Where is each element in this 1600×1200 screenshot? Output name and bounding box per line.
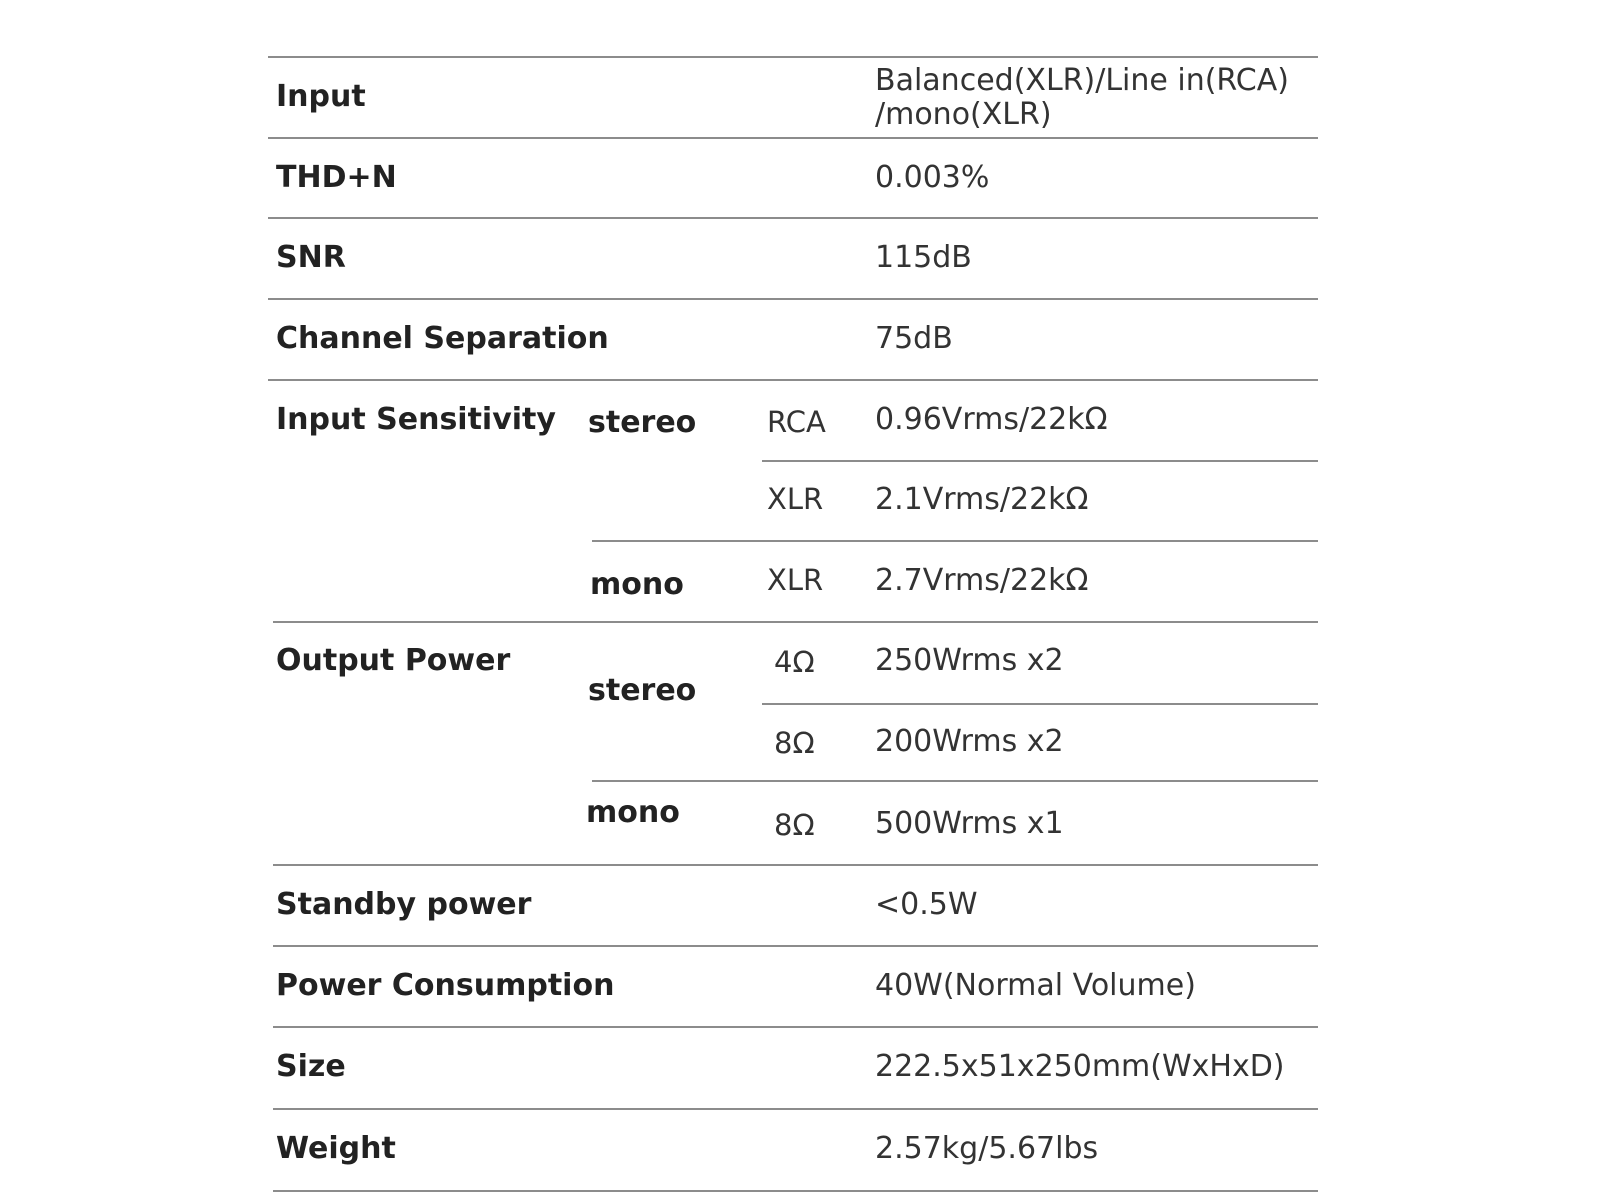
output-power-value: 200Wrms x2 xyxy=(875,724,1064,759)
output-power-value: 500Wrms x1 xyxy=(875,806,1064,841)
spec-label-output-power: Output Power xyxy=(276,643,511,678)
spec-label-size: Size xyxy=(276,1049,346,1084)
spec-value-size: 222.5x51x250mm(WxHxD) xyxy=(875,1049,1285,1084)
table-top-rule xyxy=(268,56,1318,58)
output-power-mono-label: mono xyxy=(586,795,680,830)
sub-row-divider xyxy=(592,780,1318,782)
spec-value-snr: 115dB xyxy=(875,240,972,275)
spec-label-power-consumption: Power Consumption xyxy=(276,968,615,1003)
row-divider xyxy=(273,1026,1318,1028)
spec-label-thd: THD+N xyxy=(276,160,397,195)
row-divider xyxy=(268,217,1318,219)
spec-label-snr: SNR xyxy=(276,240,346,275)
input-sensitivity-value: 0.96Vrms/22kΩ xyxy=(875,402,1108,437)
spec-label-weight: Weight xyxy=(276,1131,396,1166)
input-sensitivity-connector: XLR xyxy=(767,563,824,597)
row-divider xyxy=(273,945,1318,947)
input-sensitivity-connector: XLR xyxy=(767,482,824,516)
output-power-impedance: 8Ω xyxy=(774,726,815,760)
sub-row-divider xyxy=(592,540,1318,542)
output-power-impedance: 4Ω xyxy=(774,645,815,679)
spec-label-channel-separation: Channel Separation xyxy=(276,321,609,356)
spec-value-thd: 0.003% xyxy=(875,160,990,195)
input-sensitivity-value: 2.7Vrms/22kΩ xyxy=(875,563,1089,598)
row-divider xyxy=(273,621,1318,623)
row-divider xyxy=(268,298,1318,300)
row-divider xyxy=(273,864,1318,866)
input-sensitivity-connector: RCA xyxy=(767,405,826,439)
table-bottom-rule xyxy=(273,1190,1318,1192)
input-sensitivity-stereo-label: stereo xyxy=(588,405,697,440)
spec-label-standby-power: Standby power xyxy=(276,887,532,922)
sub-row-divider xyxy=(762,460,1318,462)
row-divider xyxy=(268,379,1318,381)
input-sensitivity-value: 2.1Vrms/22kΩ xyxy=(875,482,1089,517)
spec-value-power-consumption: 40W(Normal Volume) xyxy=(875,968,1196,1003)
output-power-impedance: 8Ω xyxy=(774,808,815,842)
input-sensitivity-mono-label: mono xyxy=(590,567,684,602)
spec-value-standby-power: <0.5W xyxy=(875,887,978,922)
row-divider xyxy=(268,137,1318,139)
sub-row-divider xyxy=(762,703,1318,705)
spec-label-input-sensitivity: Input Sensitivity xyxy=(276,402,556,437)
spec-value-input-line2: /mono(XLR) xyxy=(875,97,1052,132)
spec-value-input-line1: Balanced(XLR)/Line in(RCA) xyxy=(875,63,1289,98)
spec-label-input: Input xyxy=(276,79,366,114)
spec-value-channel-separation: 75dB xyxy=(875,321,953,356)
spec-value-weight: 2.57kg/5.67lbs xyxy=(875,1131,1099,1166)
output-power-value: 250Wrms x2 xyxy=(875,643,1064,678)
row-divider xyxy=(273,1108,1318,1110)
output-power-stereo-label: stereo xyxy=(588,673,697,708)
